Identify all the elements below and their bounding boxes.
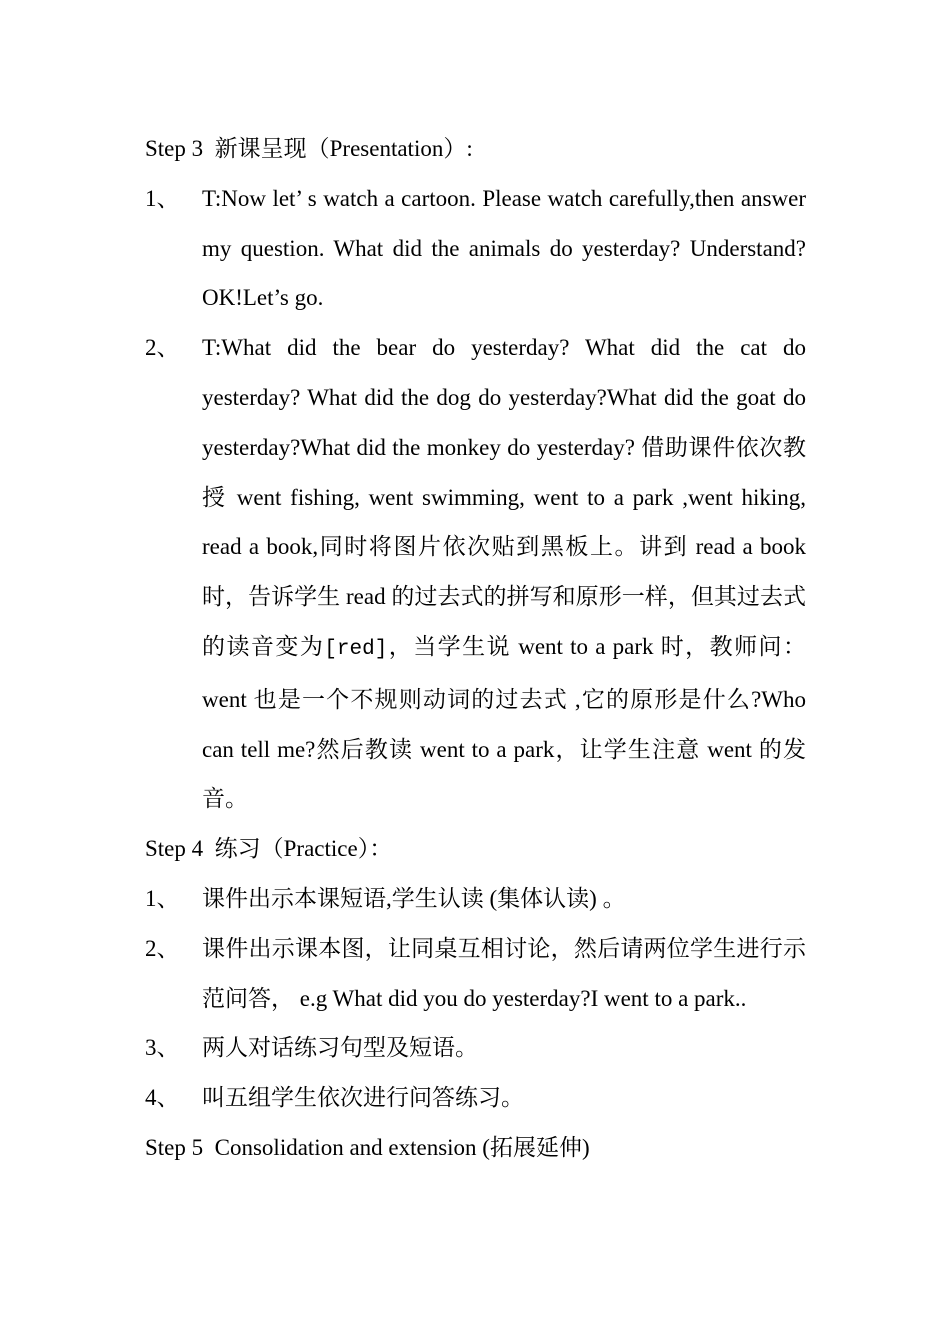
phonetic-red: [red] — [324, 637, 388, 661]
item-number: 2、 — [145, 335, 180, 361]
step4-item-3 — [145, 1023, 806, 1073]
item-number: 4、 — [145, 1085, 180, 1111]
item-text-part-c: ，当学生说 went to a park 时，教师问：went 也是一个不规则动词的过去式 ,它的原形是什么?Who can tell me?然后教读 went to a park，让学生注意 went 的发音。 — [202, 633, 806, 812]
step4-item-4 — [145, 1073, 806, 1123]
item-number: 1、 — [145, 185, 180, 211]
item-text — [202, 323, 806, 824]
lesson-plan-body — [145, 124, 806, 1173]
item-text-part-a: T:What did the bear do yesterday? What did the cat do yesterday? What did the dog do yesterday?What did the goat do yesterday?What did the monkey do yesterday? 借助课件依次教授 went fishing, went swimming, went to a park ,went hiking, read a book,同时将图片依次贴到黑板上。讲到 read a book 时，告诉学生 read 的过去式的拼写和原形一样，但其过去式的读音变为 — [202, 335, 806, 659]
item-text: 课件出示课本图，让同桌互相讨论，然后请两位学生进行示范问答， e.g What did you do yesterday?I went to a park.. — [202, 935, 806, 1011]
step5-heading: Step 5 Consolidation and extension (拓展延伸) — [145, 1134, 590, 1160]
step3-item-1 — [145, 174, 806, 323]
item-text: 两人对话练习句型及短语。 — [202, 1035, 478, 1061]
step4-item-1 — [145, 874, 806, 924]
step3-item-2 — [145, 323, 806, 824]
item-text: T:Now let’ s watch a cartoon. Please watch carefully,then answer my question. What did the animals do yesterday? Understand?OK!Let’s go. — [202, 185, 806, 311]
item-number: 3、 — [145, 1035, 180, 1061]
step4-heading: Step 4 练习（Practice）： — [145, 836, 393, 862]
step3-heading: Step 3 新课呈现（Presentation）: — [145, 136, 473, 161]
item-number: 1、 — [145, 885, 180, 911]
item-text: 叫五组学生依次进行问答练习。 — [202, 1085, 524, 1111]
item-number: 2、 — [145, 935, 180, 961]
step4-item-2 — [145, 924, 806, 1024]
item-text: 课件出示本课短语,学生认读 (集体认读) 。 — [202, 885, 626, 911]
